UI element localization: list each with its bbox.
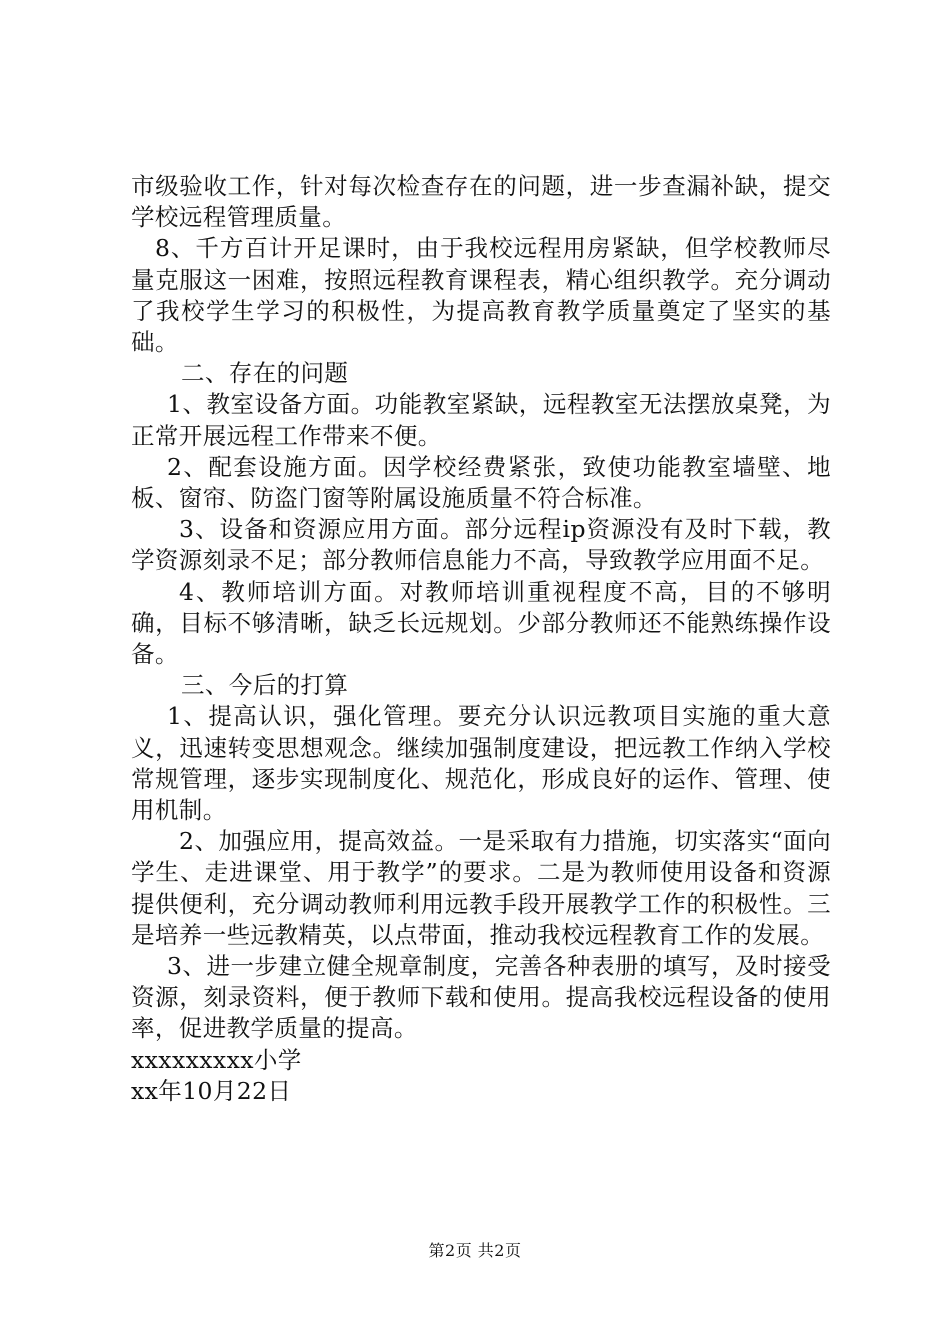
paragraph-plan-1: 1、提高认识，强化管理。要充分认识远教项目实施的重大意义，迅速转变思想观念。继续加强制度建设，把远教工作纳入学校常规管理，逐步实现制度化、规范化，形成良好的运作、管理、使用机制。 — [131, 702, 831, 825]
paragraph-plan-2: 2、加强应用，提高效益。一是采取有力措施，切实落实“面向学生、走进课堂、用于教学”的要求。二是为教师使用设备和资源提供便利，充分调动教师利用远教手段开展教学工作的积极性。三是培养一些远教精英，以点带面，推动我校远程教育工作的发展。 — [131, 827, 831, 949]
paragraph-problem-1: 1、教室设备方面。功能教室紧缺，远程教室无法摆放桌凳，为正常开展远程工作带来不便。 — [131, 390, 831, 450]
paragraph-item-8: 8、千方百计开足课时，由于我校远程用房紧缺，但学校教师尽量克服这一困难，按照远程教育课程表，精心组织教学。充分调动了我校学生学习的积极性，为提高教育教学质量奠定了坚实的基础。 — [131, 234, 831, 357]
paragraph-problem-2: 2、配套设施方面。因学校经费紧张，致使功能教室墙壁、地板、窗帘、防盗门窗等附属设施质量不符合标准。 — [131, 452, 831, 513]
document-body — [131, 171, 831, 1107]
paragraph-plan-3: 3、进一步建立健全规章制度，完善各种表册的填写，及时接受资源，刻录资料，便于教师下载和使用。提高我校远程设备的使用率，促进教学质量的提高。 — [131, 952, 831, 1043]
signature-date: xx年10月22日 — [131, 1076, 292, 1105]
signature-school: xxxxxxxxx小学 — [131, 1045, 302, 1074]
paragraph-problem-4: 4、教师培训方面。对教师培训重视程度不高，目的不够明确，目标不够清晰，缺乏长远规划。少部分教师还不能熟练操作设备。 — [131, 577, 831, 669]
page-number-footer: 第2页 共2页 — [428, 1241, 522, 1260]
paragraph-problem-3: 3、设备和资源应用方面。部分远程ip资源没有及时下载，教学资源刻录不足；部分教师信息能力不高，导致教学应用面不足。 — [131, 515, 831, 575]
paragraph-continuation: 市级验收工作，针对每次检查存在的问题，进一步查漏补缺，提交学校远程管理质量。 — [131, 172, 831, 232]
section-heading-plans: 三、今后的打算 — [181, 671, 349, 700]
section-heading-problems: 二、存在的问题 — [181, 359, 349, 388]
